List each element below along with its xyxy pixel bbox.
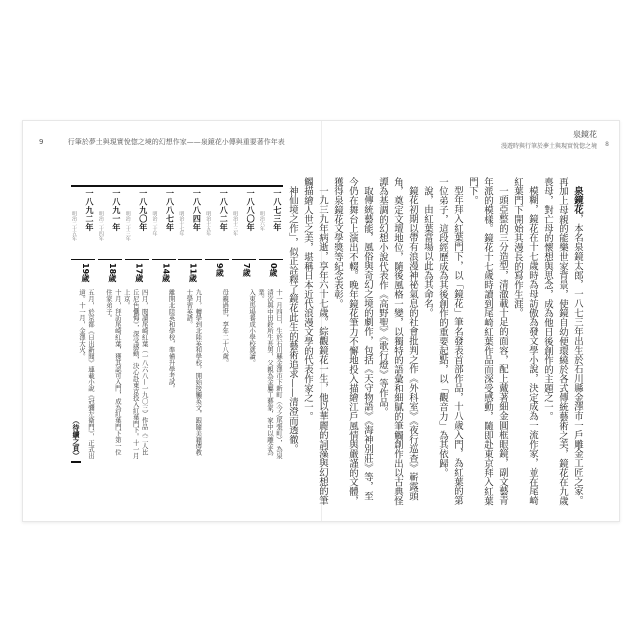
entry-era: 明治十三年 [232,211,239,236]
year-cell [138,189,149,249]
paragraph-6: 鏡花初期以帶有浪漫神祕氣息的社會批判之作《外科室》《夜行巡查》嶄露頭角，奠定文壇地位，隨後風格一變，以獨特的語彙和細膩的筆觸創作出以古典怪譚為基調的幻想小說代表作《高野聖》《歌行燈》等作品。 [377,177,418,506]
entry-event: 十月，拜訪尾崎紅葉，獲其認可入門，成為紅葉門下第一位住家弟子。 [104,289,122,456]
year-cell [245,189,256,249]
chronology-columns [71,189,283,491]
entry-era: 明治二十四年 [97,211,104,241]
entry-year: 一八九一年 [111,189,121,232]
chronology-entry [205,189,229,491]
year-cell [218,189,229,249]
paragraph-7: 取傳統藝能，風俗與奇幻之境的劇作，包括《天守物語》《海神別莊》等，至今仍在舞台上演出不輟。晚年鏡花筆力不懈地投入描繪江戶風情與嚴謹的文體，獲得泉鏡花文學獎等紀念表彰。 [332,177,373,506]
entry-year: 一八八二年 [219,189,229,232]
biography-paragraphs [540,177,585,507]
chronology-table [71,185,283,491]
entry-era: 明治十七年 [178,211,185,236]
entry-year: 一八九〇年 [138,189,148,232]
left-page-number: 9 [39,138,44,146]
entry-event: 入東馬場養成小學校就讀。 [248,289,257,366]
paragraph-3: 一頭亞整的三分造型，清澈載十足的面容，配上戴著細金圓框眼鏡，副文藝青年派的模樣。鏡花十七歲時讀到尾崎紅葉作品而深受感動，隨即赴東京拜入紅葉門下。 [467,177,508,506]
entry-year: 一八七三年 [272,189,282,232]
entry-age: 7歲 [242,263,252,277]
row-rule [71,259,95,260]
entry-age: 9歲 [215,263,225,277]
continued-note: （待續之頁） [71,417,81,463]
chronology-entry [98,189,122,491]
chronology-entry [178,189,202,491]
left-running-head: 行筆於夢土與現實悅惚之境的幻想作家——泉鏡花小傳與重要著作年表 [67,138,285,146]
entry-age: 18歲 [107,263,117,283]
entry-event: 母親過世，享年二十八歲。 [221,289,230,366]
entry-year: 一八八四年 [192,189,202,232]
entry-age: 11歲 [188,263,198,283]
chronology-entry [152,189,176,491]
year-cell [111,189,122,249]
entry-era: 明治六年 [258,211,265,231]
chronology-entry [232,189,256,491]
right-running-title: 泉鏡花 [573,130,597,139]
row-rule [98,259,122,260]
author-name-lead: 泉鏡花 [572,186,583,215]
entry-era: 明治二十三年 [124,211,131,241]
entry-age: 0歲 [268,263,278,277]
entry-year: 一八八七年 [165,189,175,232]
entry-age: 19歲 [81,263,90,283]
entry-event: 離開北陸英和學校，準備升學考試。 [167,289,176,392]
year-cell [272,189,283,249]
paragraph-4: 型年拜入紅葉門下，以「鏡花」筆名發表首部作品，十八歲入門，為紅葉的第一位弟子，這段經歷成為其後創作的重要起點，以「觀音力」為其依歸。 [437,177,463,506]
paragraph-8: 一九三九年病逝，享年六十七歲。綜觀鏡花一生，他以華麗的詞藻與幻想的筆觸描繪人世之美，堪稱日本近代浪漫文學的代表作家之一。 [302,177,328,506]
entry-year: 一八八〇年 [246,189,256,232]
chronology-entry [256,189,283,491]
entry-event: 四月，閱讀尾崎紅葉（一八六八—一九〇三）作品《二人比丘尼色懺悔》，深受感動，決心赴東京投入紅葉門下。十一月上京。 [122,289,149,459]
left-page-header [39,137,285,147]
row-rule [205,259,229,260]
row-rule [178,259,202,260]
right-page-number: 8 [605,141,609,148]
row-rule [259,259,283,260]
table-top-rule [71,185,283,187]
entry-event: 十一月四日，生於石川縣金澤市下新町（今之尾張町），為泉清次與中田鈴所生長男，父親為金屬工藝家，家中以雕金為業。 [256,289,283,459]
chronology-entry [122,189,149,491]
entry-event: 九月，轉學到北陸英和學校，開始接觸英文，跟隨美籍傳教士學習英語。 [185,289,203,456]
entry-year: 一八九二年 [85,189,94,232]
paragraph-5: 說，由紅葉當場以此為其命名。 [422,186,433,318]
paragraph-1: ，本名泉鏡太郎，一八七三年出生於石川縣金澤市一戶雕金工匠之家。再加上母親的能樂世家背景，使鏡自幼便環繞於各式傳統藝術之美，鏡花在九歲喪母，對亡母的懷想與思念，成為他日後創作的主題之一。 [542,177,583,506]
row-rule [152,259,176,260]
paragraph-9: 神仙境之作」，似正詮釋了鏡花此生的藝術追求——清澄而透徹。 [287,186,298,454]
book-spread [22,120,620,522]
entry-era: 明治十五年 [205,211,212,236]
year-cell [165,189,176,249]
entry-event: 五月，於京都《日出新聞》連載小說《冠彌左衛門》，正式出道。十一月，金澤大火。 [78,289,95,459]
entry-era: 明治二十年 [151,211,158,236]
entry-era: 明治二十五年 [71,211,77,241]
entry-age: 14歲 [161,263,171,283]
biography-text [287,177,585,507]
row-rule [232,259,256,260]
right-running-sub: 漫遊時與行筆於夢土與現實悅惚之境 [500,143,597,150]
entry-age: 17歲 [134,263,144,283]
row-rule [125,259,149,260]
paragraph-2: 模糊，鏡花在十七歲時為母訪傲為發文學小說，決定成為一流作家，並在尾崎紅葉門下開始其漫長的寫作生涯。 [512,177,538,506]
year-cell [84,189,95,249]
year-cell [191,189,202,249]
